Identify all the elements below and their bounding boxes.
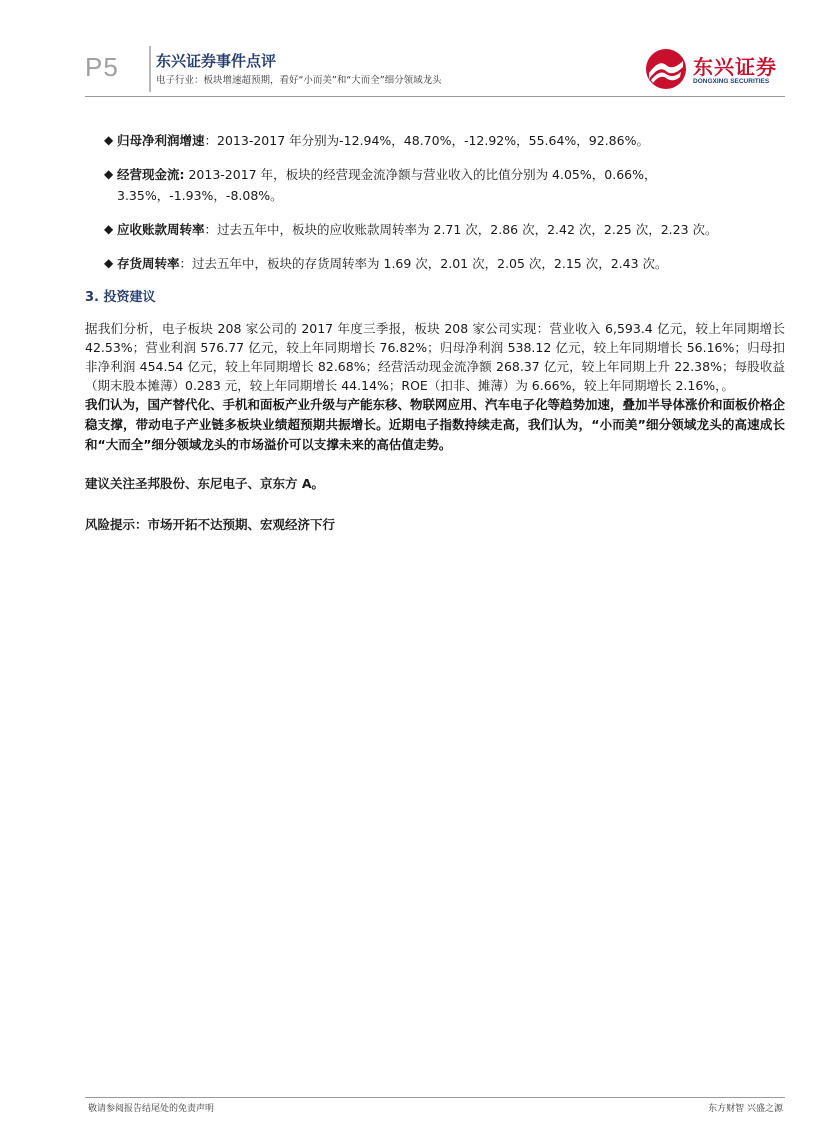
diamond-bullet-icon: ◆ bbox=[104, 256, 114, 270]
bullet-term: 应收账款周转率 bbox=[117, 222, 205, 237]
report-type-title: 东兴证券事件点评 bbox=[156, 52, 277, 70]
header-divider bbox=[149, 46, 151, 92]
bullet-text: ：过去五年中，板块的存货周转率为 1.69 次，2.01 次，2.05 次，2.15 次，2.43 次。 bbox=[179, 256, 668, 271]
conclusion-paragraph: 我们认为，国产替代化、手机和面板产业升级与产能东移、物联网应用、汽车电子化等趋势加速，叠加半导体涨价和面板价格企稳支撑，带动电子产业链多板块业绩超预期共振增长。近期电子指数持续走高，我们认为，“小而美”细分领域龙头的高速成长和“大而全”细分领域龙头的市场溢价可以支撑未来的高估值走势。 bbox=[85, 397, 786, 452]
bullet-text: ：过去五年中，板块的应收账款周转率为 2.71 次，2.86 次，2.42 次，2.25 次，2.23 次。 bbox=[204, 222, 718, 237]
logo-text: 东兴证券 bbox=[693, 55, 777, 79]
bullet-term: 经营现金流: bbox=[117, 167, 185, 182]
logo-subtext: DONGXING SECURITIES bbox=[693, 78, 770, 85]
bullet-text: ：2013-2017 年分别为-12.94%，48.70%，-12.92%，55.64%，92.86%。 bbox=[204, 133, 649, 148]
diamond-bullet-icon: ◆ bbox=[104, 167, 114, 181]
bullet-operating-cashflow bbox=[85, 164, 785, 206]
bullet-net-profit-growth bbox=[85, 130, 785, 151]
page-header bbox=[0, 0, 827, 100]
analysis-paragraph: 据我们分析，电子板块 208 家公司的 2017 年度三季报，板块 208 家公司实现：营业收入 6,593.4 亿元，较上年同期增长 42.53%；营业利润 576.77 亿元，较上年同期增长 76.82%；归母净利润 538.12 亿元，较上年同期增长 56.16%；归母扣非净利润 454.54 亿元，较上年同期增长 82.68%；经营活动现金流净额 268.37 亿元，较上年同期上升 22.38%；每股收益（期末股本摊薄）0.283 元，较上年同期增长 44.14%；ROE（扣非、摊薄）为 6.66%，较上年同期增长 2.16%，。 bbox=[85, 321, 785, 393]
header-rule bbox=[85, 96, 785, 97]
bullet-text: 2013-2017 年，板块的经营现金流净额与营业收入的比值分别为 4.05%，0.66%，3.35%，-1.93%，-8.08%。 bbox=[117, 167, 657, 203]
diamond-bullet-icon: ◆ bbox=[104, 222, 114, 236]
footer-rule bbox=[85, 1097, 785, 1098]
logo-emblem-icon bbox=[643, 47, 689, 91]
footer-slogan: 东方财智 兴盛之源 bbox=[708, 1104, 783, 1114]
bullet-term: 存货周转率 bbox=[117, 256, 180, 271]
bullet-term: 归母净利润增速 bbox=[117, 133, 205, 148]
risk-warning-text: 风险提示：市场开拓不达预期、宏观经济下行 bbox=[85, 517, 336, 532]
bullet-inventory-turnover bbox=[85, 253, 785, 274]
disclaimer-note: 敬请参阅报告结尾处的免责声明 bbox=[88, 1104, 215, 1114]
section-heading: 3. 投资建议 bbox=[85, 290, 156, 305]
company-logo bbox=[643, 47, 783, 91]
recommendation-text: 建议关注圣邦股份、东尼电子、京东方 A。 bbox=[85, 476, 325, 491]
diamond-bullet-icon: ◆ bbox=[104, 133, 114, 147]
report-body bbox=[85, 130, 785, 535]
page-number: P5 bbox=[85, 52, 119, 82]
report-subtitle: 电子行业：板块增速超预期，看好“小而美”和“大而全”细分领域龙头 bbox=[156, 75, 442, 86]
bullet-receivables-turnover bbox=[85, 219, 785, 240]
